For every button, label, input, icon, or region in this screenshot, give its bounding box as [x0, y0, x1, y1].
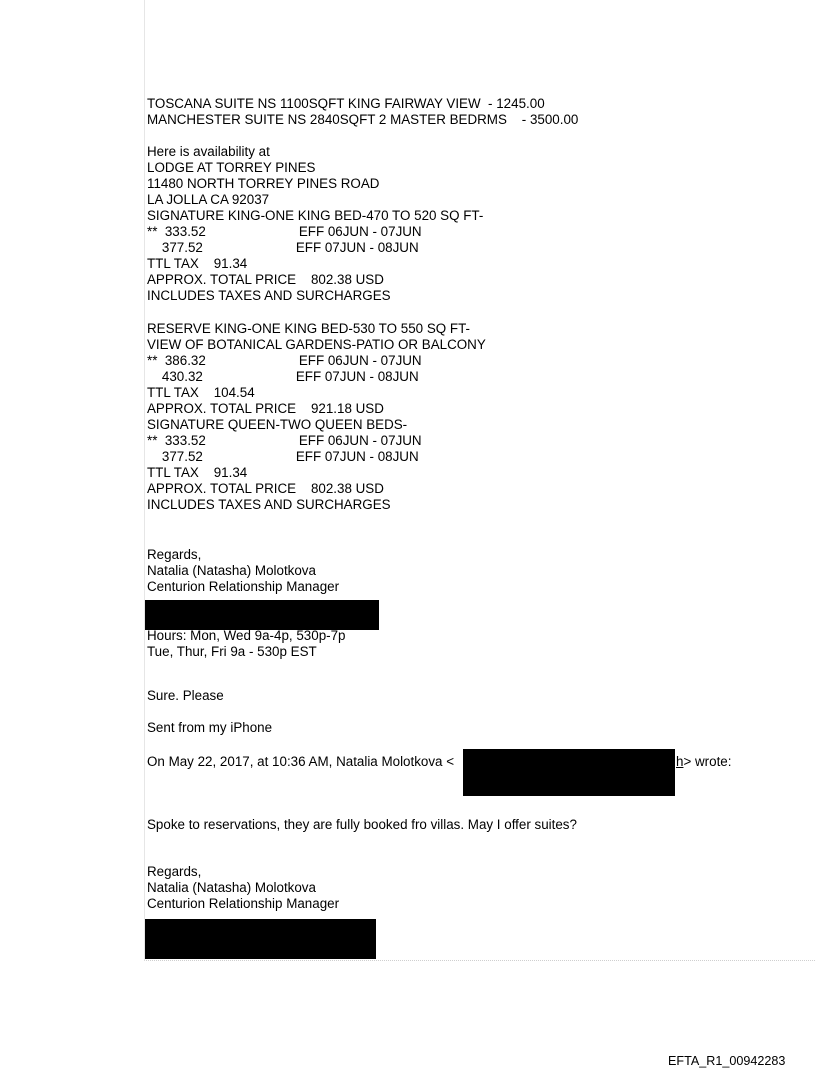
room-type: SIGNATURE QUEEN-TWO QUEEN BEDS- [147, 417, 408, 432]
approx-total: APPROX. TOTAL PRICE 802.38 USD [147, 272, 384, 287]
wrote-label: > wrote: [683, 754, 732, 769]
quote-header-suffix [676, 754, 731, 770]
redaction-box [145, 919, 376, 959]
room-type: RESERVE KING-ONE KING BED-530 TO 550 SQ FT- [147, 321, 470, 336]
approx-total: APPROX. TOTAL PRICE 802.38 USD [147, 481, 384, 496]
quote-header: On May 22, 2017, at 10:36 AM, Natalia Molotkova < [147, 754, 455, 769]
rate-line: ** 333.52 EFF 06JUN - 07JUN [147, 224, 422, 239]
signature-title: Centurion Relationship Manager [147, 579, 340, 594]
room-type-detail: VIEW OF BOTANICAL GARDENS-PATIO OR BALCONY [147, 337, 486, 352]
includes-taxes: INCLUDES TAXES AND SURCHARGES [147, 497, 391, 512]
signature-title: Centurion Relationship Manager [147, 896, 340, 911]
includes-taxes: INCLUDES TAXES AND SURCHARGES [147, 288, 391, 303]
rate-line: 377.52 EFF 07JUN - 08JUN [147, 240, 419, 255]
suite-line: MANCHESTER SUITE NS 2840SQFT 2 MASTER BEDRMS - 3500.00 [147, 112, 579, 127]
redaction-box [145, 600, 379, 630]
hotel-name: LODGE AT TORREY PINES [147, 160, 316, 175]
signature-name: Natalia (Natasha) Molotkova [147, 563, 316, 578]
signature-regards: Regards, [147, 864, 202, 879]
signature-name: Natalia (Natasha) Molotkova [147, 880, 316, 895]
hotel-city: LA JOLLA CA 92037 [147, 192, 270, 207]
room-type: SIGNATURE KING-ONE KING BED-470 TO 520 SQ FT- [147, 208, 484, 223]
document-id: EFTA_R1_00942283 [668, 1054, 786, 1068]
rate-line: 430.32 EFF 07JUN - 08JUN [147, 369, 419, 384]
total-tax: TTL TAX 91.34 [147, 256, 248, 271]
email-tail-char: h [676, 754, 684, 769]
reply-text: Sure. Please [147, 688, 224, 703]
signature-hours: Hours: Mon, Wed 9a-4p, 530p-7p [147, 628, 346, 643]
approx-total: APPROX. TOTAL PRICE 921.18 USD [147, 401, 384, 416]
rate-line: ** 386.32 EFF 06JUN - 07JUN [147, 353, 422, 368]
rate-line: ** 333.52 EFF 06JUN - 07JUN [147, 433, 422, 448]
total-tax: TTL TAX 104.54 [147, 385, 255, 400]
redaction-box [463, 749, 675, 796]
suite-line: TOSCANA SUITE NS 1100SQFT KING FAIRWAY VIEW - 1245.00 [147, 96, 545, 111]
sent-from: Sent from my iPhone [147, 720, 273, 735]
hotel-address: 11480 NORTH TORREY PINES ROAD [147, 176, 380, 191]
total-tax: TTL TAX 91.34 [147, 465, 248, 480]
signature-hours: Tue, Thur, Fri 9a - 530p EST [147, 644, 317, 659]
availability-intro: Here is availability at [147, 144, 270, 159]
signature-regards: Regards, [147, 547, 202, 562]
rate-line: 377.52 EFF 07JUN - 08JUN [147, 449, 419, 464]
quoted-message: Spoke to reservations, they are fully booked fro villas. May I offer suites? [147, 817, 577, 832]
